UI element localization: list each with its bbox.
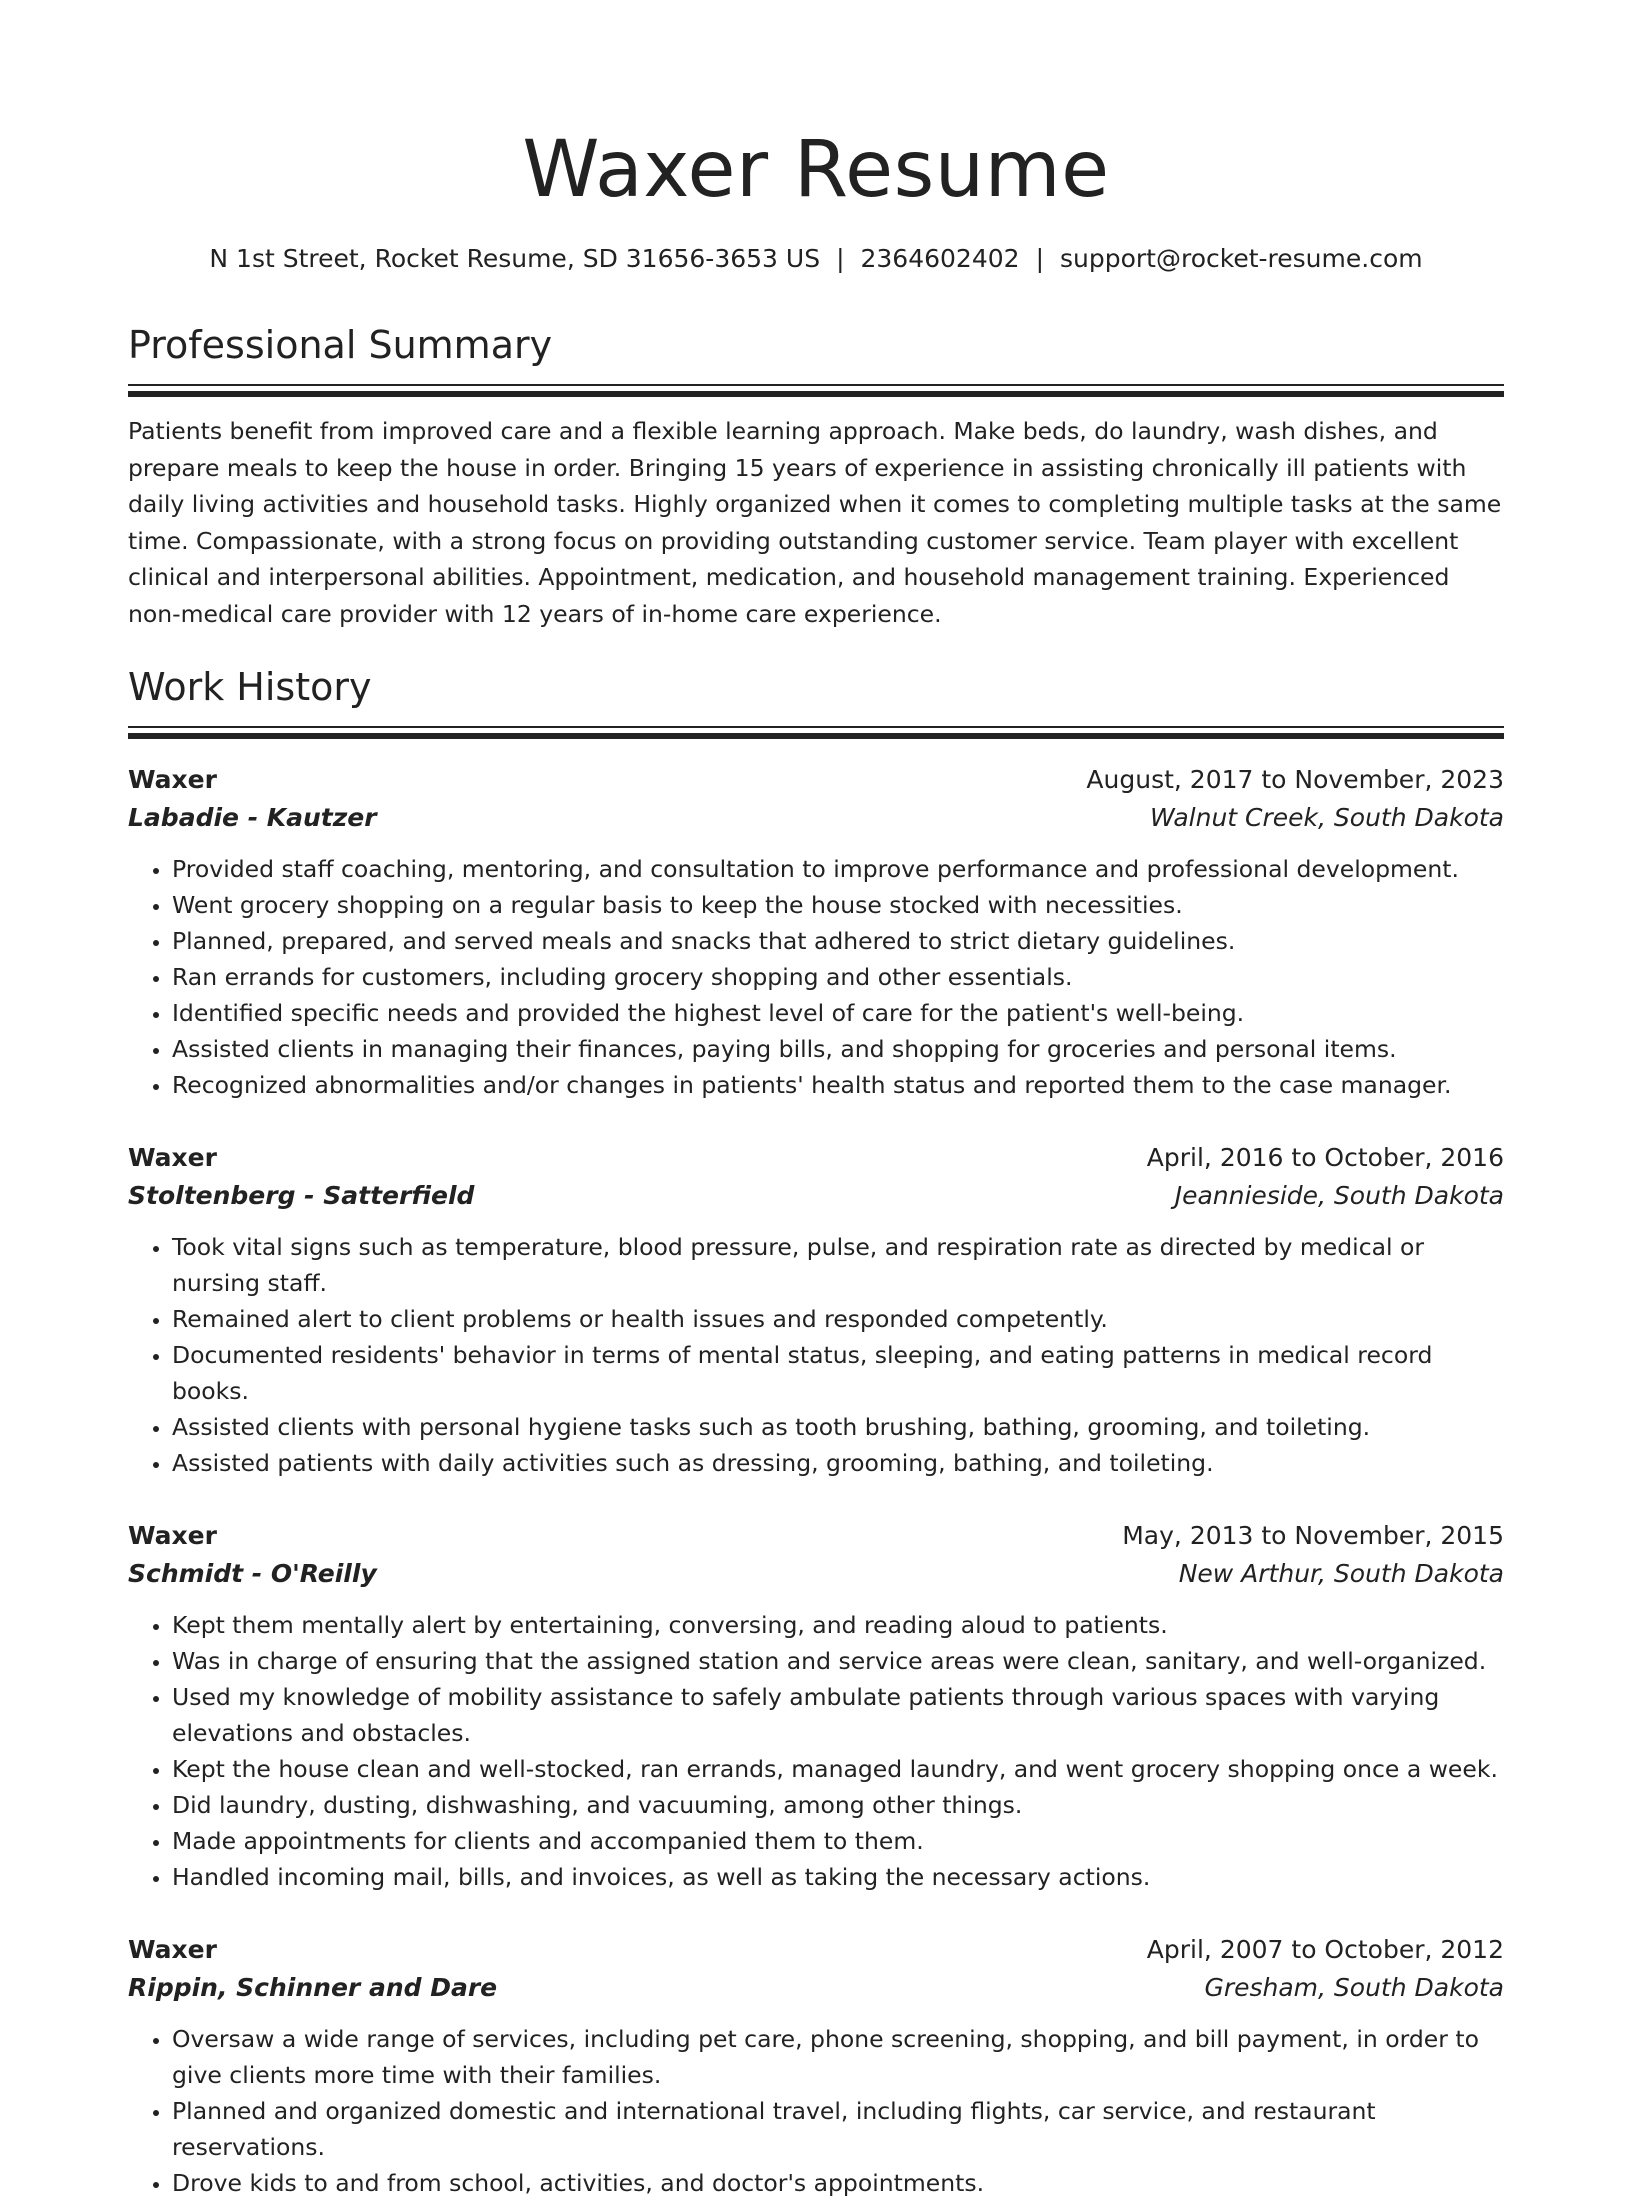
section-title: Professional Summary: [128, 323, 553, 367]
job-company: Rippin, Schinner and Dare: [128, 1973, 498, 2002]
summary-text: Patients benefit from improved care and a flexible learning approach. Make beds, do laundry, wash dishes, and prepare meals to keep the house in order. Bringing 15 years of experience in assisting chronically ill patients with daily living activities and household tasks. Highly organized when it comes to completing multiple tasks at the same time. Compassionate, with a strong focus on providing outstanding customer service. Team player with excellent clinical and interpersonal abilities. Appointment, medication, and household management training. Experienced non-medical care provider with 12 years of in-home care experience.: [128, 417, 1502, 628]
duty-item: • Identified specific needs and provided the highest level of care for the patient's well-being.: [172, 995, 1504, 1031]
job-dates: April, 2007 to October, 2012: [1146, 1935, 1504, 1964]
job-title: Waxer: [128, 1935, 217, 1964]
job-title: Waxer: [128, 765, 217, 794]
job-location: Walnut Creek, South Dakota: [1150, 803, 1504, 832]
duty-item: • Assisted patients with daily activities such as dressing, grooming, bathing, and toileting.: [172, 1445, 1504, 1481]
duty-item: • Planned and organized domestic and international travel, including flights, car service, and restaurant reservations.: [172, 2093, 1504, 2165]
duty-item: • Provided staff coaching, mentoring, and consultation to improve performance and professional development.: [172, 851, 1504, 887]
contact-address: N 1st Street, Rocket Resume, SD 31656-3653 US: [209, 244, 821, 273]
job-entry: [128, 1139, 1504, 1481]
work-history-section: [128, 662, 1504, 2201]
resume-page: [128, 0, 1504, 2201]
job-company: Labadie - Kautzer: [128, 803, 377, 832]
duty-item: • Ran errands for customers, including grocery shopping and other essentials.: [172, 959, 1504, 995]
job-dates: April, 2016 to October, 2016: [1146, 1143, 1504, 1172]
resume-name: Waxer Resume: [522, 125, 1110, 215]
duty-item: • Oversaw a wide range of services, including pet care, phone screening, shopping, and bill payment, in order to give clients more time with their families.: [172, 2021, 1504, 2093]
duty-item: • Used my knowledge of mobility assistance to safely ambulate patients through various spaces with varying elevations and obstacles.: [172, 1679, 1504, 1751]
duty-item: • Assisted clients in managing their finances, paying bills, and shopping for groceries and personal items.: [172, 1031, 1504, 1067]
job-dates: August, 2017 to November, 2023: [1086, 765, 1504, 794]
duty-item: • Took vital signs such as temperature, blood pressure, pulse, and respiration rate as directed by medical or nursing staff.: [172, 1229, 1504, 1301]
job-entry: [128, 761, 1504, 1103]
duty-item: • Assisted clients with personal hygiene tasks such as tooth brushing, bathing, grooming, and toileting.: [172, 1409, 1504, 1445]
job-location: Gresham, South Dakota: [1204, 1973, 1504, 2002]
job-entry: [128, 1517, 1504, 1895]
job-company: Stoltenberg - Satterfield: [128, 1181, 475, 1210]
duty-item: • Kept the house clean and well-stocked, ran errands, managed laundry, and went grocery shopping once a week.: [172, 1751, 1504, 1787]
professional-summary-section: [128, 320, 1504, 632]
duty-item: • Went grocery shopping on a regular basis to keep the house stocked with necessities.: [172, 887, 1504, 923]
job-dates: May, 2013 to November, 2015: [1122, 1521, 1504, 1550]
job-entry: [128, 1931, 1504, 2201]
job-location: New Arthur, South Dakota: [1178, 1559, 1504, 1588]
job-duties: [128, 2021, 1504, 2201]
section-divider: [128, 726, 1504, 739]
section-divider: [128, 384, 1504, 397]
job-title: Waxer: [128, 1143, 217, 1172]
job-company: Schmidt - O'Reilly: [128, 1559, 377, 1588]
contact-phone: 2364602402: [860, 244, 1020, 273]
job-duties: [128, 851, 1504, 1103]
duty-item: • Recognized abnormalities and/or changes in patients' health status and reported them to the case manager.: [172, 1067, 1504, 1103]
job-duties: [128, 1607, 1504, 1895]
duty-item: • Handled incoming mail, bills, and invoices, as well as taking the necessary actions.: [172, 1859, 1504, 1895]
contact-email: support@rocket-resume.com: [1060, 244, 1423, 273]
section-title: Work History: [128, 665, 372, 709]
duty-item: • Kept them mentally alert by entertaining, conversing, and reading aloud to patients.: [172, 1607, 1504, 1643]
contact-line: [128, 242, 1504, 276]
contact-separator: |: [836, 244, 845, 273]
contact-separator: |: [1035, 244, 1044, 273]
job-duties: [128, 1229, 1504, 1481]
duty-item: • Drove kids to and from school, activities, and doctor's appointments.: [172, 2165, 1504, 2201]
duty-item: • Was in charge of ensuring that the assigned station and service areas were clean, sanitary, and well-organized.: [172, 1643, 1504, 1679]
job-location: Jeannieside, South Dakota: [1174, 1181, 1504, 1210]
duty-item: • Made appointments for clients and accompanied them to them.: [172, 1823, 1504, 1859]
duty-item: • Planned, prepared, and served meals and snacks that adhered to strict dietary guidelines.: [172, 923, 1504, 959]
duty-item: • Remained alert to client problems or health issues and responded competently.: [172, 1301, 1504, 1337]
duty-item: • Did laundry, dusting, dishwashing, and vacuuming, among other things.: [172, 1787, 1504, 1823]
job-title: Waxer: [128, 1521, 217, 1550]
duty-item: • Documented residents' behavior in terms of mental status, sleeping, and eating patterns in medical record books.: [172, 1337, 1504, 1409]
